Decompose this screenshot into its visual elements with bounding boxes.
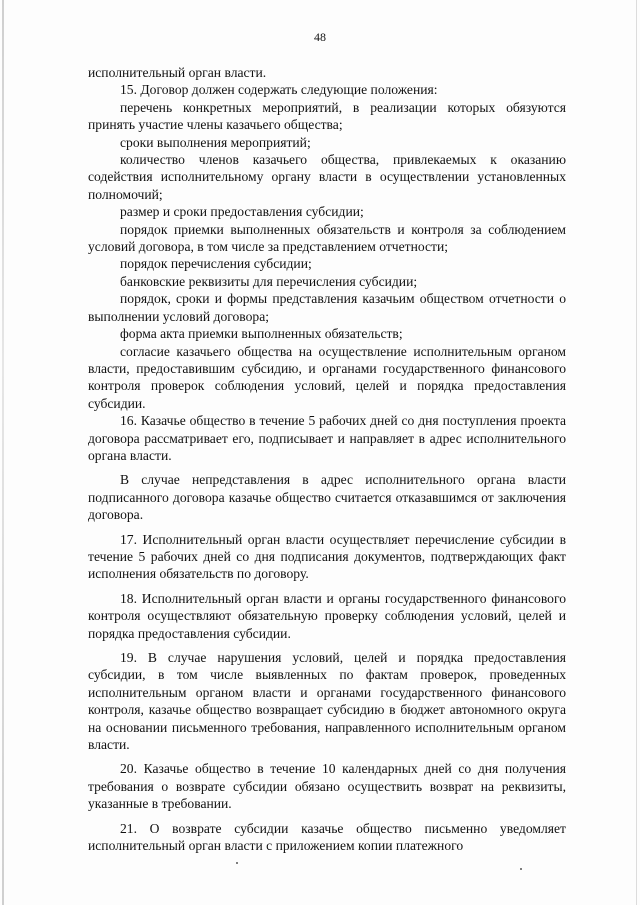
- page-edge-right: [636, 0, 637, 905]
- paragraph: количество членов казачьего общества, привлекаемых к оказанию содействия исполнительному органу власти в осуществлении установленных полномочий;: [88, 152, 566, 202]
- paragraph: 21. О возврате субсидии казачье общество письменно уведомляет исполнительный орган власти с приложением копии платежного: [88, 820, 566, 854]
- page-number: 48: [314, 30, 326, 44]
- paragraph: согласие казачьего общества на осуществление исполнительным органом власти, предоставившим субсидию, и органами государственного финансового контроля проверок соблюдения условий, целей и порядка предоставления субсидии.: [88, 343, 566, 411]
- paragraph: 18. Исполнительный орган власти и органы государственного финансового контроля осуществляют обязательную проверку соблюдения условий, целей и порядка предоставления субсидии.: [88, 590, 566, 641]
- paragraph: исполнительный орган власти.: [88, 65, 267, 80]
- paragraph: порядок, сроки и формы представления казачьим обществом отчетности о выполнении условий договора;: [88, 291, 566, 324]
- paragraph: 17. Исполнительный орган власти осуществляет перечисление субсидии в течение 5 рабочих дней со дня подписания документов, подтверждающих факт исполнения обязательств по договору.: [88, 531, 566, 582]
- paragraph: порядок приемки выполненных обязательств и контроля за соблюдением условий договора, в том числе за представлением отчетности;: [88, 221, 566, 255]
- paragraph: порядок перечисления субсидии;: [120, 256, 312, 272]
- paragraph: сроки выполнения мероприятий;: [120, 134, 311, 150]
- paragraph: 15. Договор должен содержать следующие положения:: [120, 82, 438, 98]
- paragraph: 16. Казачье общество в течение 5 рабочих дней со дня поступления проекта договора рассматривает его, подписывает и направляет в адрес исполнительного органа власти.: [88, 413, 566, 463]
- paragraph: перечень конкретных мероприятий, в реализации которых обязуются принять участие члены казачьего общества;: [88, 99, 566, 133]
- paragraph: форма акта приемки выполненных обязательств;: [120, 326, 403, 342]
- page-edge-left: [2, 0, 4, 905]
- paragraph: размер и сроки предоставления субсидии;: [120, 204, 364, 220]
- paragraph: В случае непредставления в адрес исполнительного органа власти подписанного договора казачье общество считается отказавшимся от заключения договора.: [88, 472, 566, 523]
- paragraph: 19. В случае нарушения условий, целей и порядка предоставления субсидии, в том числе выявленных по фактам проверок, проведенных исполнительным органом власти и органами государственного финансового контроля, казачье общество возвращает субсидию в бюджет автономного округа на основании письменного требования, направленного исполнительным органом власти.: [88, 650, 566, 753]
- scan-speck: [520, 868, 522, 870]
- scan-speck: [236, 862, 238, 864]
- paragraph: банковские реквизиты для перечисления субсидии;: [120, 273, 418, 289]
- document-body: [88, 64, 566, 854]
- paragraph: 20. Казачье общество в течение 10 календарных дней со дня получения требования о возврате субсидии обязано осуществить возврат на реквизиты, указанные в требовании.: [88, 761, 566, 812]
